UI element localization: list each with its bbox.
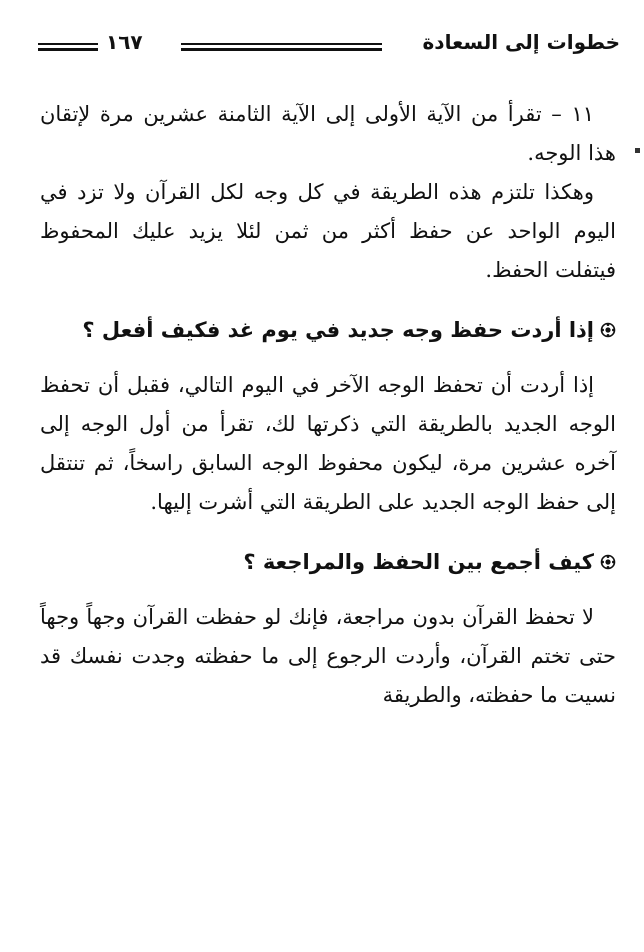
- paragraph: لا تحفظ القرآن بدون مراجعة، فإنك لو حفظت القرآن وجهاً وجهاً حتى تختم القرآن، وأردت الرجوع إلى ما حفظته وجدت نفسك قد نسيت ما حفظته، والطريقة: [40, 605, 616, 707]
- paragraph: ١١ – تقرأ من الآية الأولى إلى الآية الثامنة عشرين مرة لإتقان هذا الوجه.: [40, 102, 616, 165]
- section-heading: [40, 312, 616, 348]
- book-title: خطوات إلى السعادة: [422, 30, 620, 54]
- flower-bullet-icon: [600, 554, 616, 570]
- flower-bullet-icon: [600, 322, 616, 338]
- paragraph: وهكذا تلتزم هذه الطريقة في كل وجه لكل القرآن ولا تزد في اليوم الواحد عن حفظ أكثر من ثمن لئلا يزيد عليك المحفوظ فيتفلت الحفظ.: [40, 180, 616, 282]
- header-rule: [181, 43, 382, 45]
- section-heading-text: إذا أردت حفظ وجه جديد في يوم غد فكيف أفعل ؟: [82, 318, 594, 342]
- section-heading-text: كيف أجمع بين الحفظ والمراجعة ؟: [243, 550, 594, 574]
- running-header: [38, 22, 620, 62]
- header-rule: [38, 43, 98, 45]
- header-rule: [38, 48, 98, 51]
- page-number: ١٦٧: [106, 30, 143, 54]
- section-heading: [40, 544, 616, 580]
- scan-mark: [635, 148, 640, 153]
- header-rule: [181, 48, 382, 51]
- page-body: [40, 95, 616, 715]
- paragraph: إذا أردت أن تحفظ الوجه الآخر في اليوم التالي، فقبل أن تحفظ الوجه الجديد بالطريقة التي ذكرتها لك، تقرأ من أول الوجه إلى آخره عشرين مرة، ليكون محفوظ الوجه السابق راسخاً، ثم تنتقل إلى حفظ الوجه الجديد على الطريقة التي أشرت إليها.: [40, 373, 616, 514]
